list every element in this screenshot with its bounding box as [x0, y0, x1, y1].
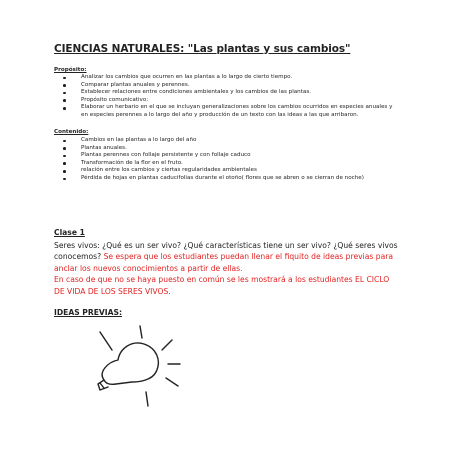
proposito-item: Analizar los cambios que ocurren en las plantas a lo largo de cierto tiempo.: [54, 74, 399, 82]
contenido-list: [54, 137, 399, 183]
contenido-item: Plantas perennes con follaje persistente y con follaje caduco: [54, 152, 399, 160]
proposito-heading: Propósito:: [54, 67, 87, 73]
proposito-item: Propósito comunicativo:: [54, 97, 399, 105]
contenido-item: Plantas anuales.: [54, 145, 399, 153]
contenido-item: Pérdida de hojas en plantas caducifolias durante el otoño( flores que se abren o se cierran de noche): [54, 175, 399, 183]
proposito-item: Establecer relaciones entre condiciones ambientales y los cambios de las plantas.: [54, 89, 399, 97]
clase-paragraph: [54, 240, 399, 297]
ideas-previas-heading: IDEAS PREVIAS:: [54, 308, 122, 317]
contenido-item: Cambios en las plantas a lo largo del año: [54, 137, 399, 145]
clase-heading: Clase 1: [54, 228, 85, 237]
proposito-list: [54, 74, 399, 120]
document-title: CIENCIAS NATURALES: "Las plantas y sus cambios": [54, 43, 351, 55]
clase-question: Seres vivos: ¿Qué es un ser vivo? ¿Qué características tiene un ser vivo? ¿Qué seres vivos conocemos?: [54, 241, 398, 262]
clase-note-text: En caso de que no se haya puesto en común se les mostrará a los estudiantes EL CICLO DE VIDA DE LOS SERES VIVOS.: [54, 275, 390, 296]
clase-expected-text: Se espera que los estudiantes puedan llenar el fiquito de ideas previas para anclar los nuevos conocimientos a partir de ellas.: [54, 252, 394, 273]
proposito-item: Elaborar un herbario en el que se incluyan generalizaciones sobre los cambios ocurridos en especies anuales y en especies perennes a lo largo del año y producción de un texto con las ideas a las que arribaron.: [54, 104, 399, 119]
lightbulb-icon: [80, 320, 200, 410]
contenido-item: Transformación de la flor en el fruto.: [54, 160, 399, 168]
contenido-item: relación entre los cambios y ciertas regularidades ambientales: [54, 167, 399, 175]
contenido-heading: Contenido:: [54, 129, 89, 135]
proposito-item: Comparar plantas anuales y perennes.: [54, 82, 399, 90]
